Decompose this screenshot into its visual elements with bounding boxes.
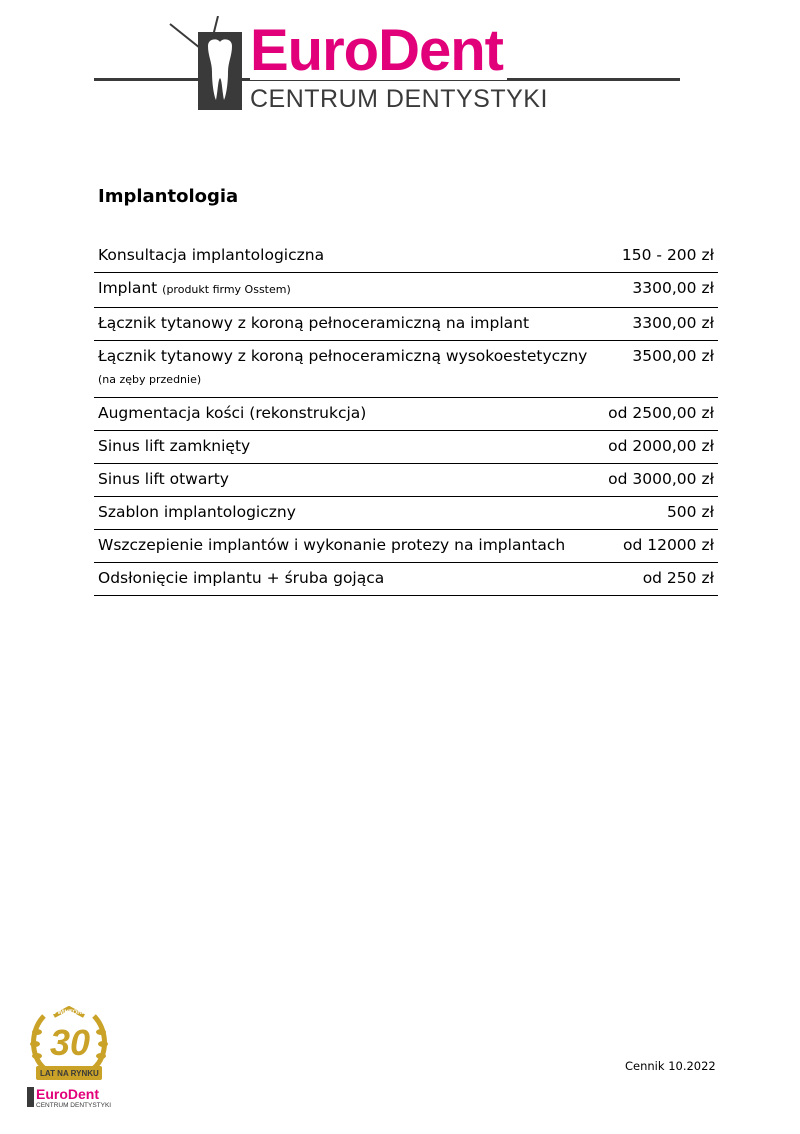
service-price: od 2000,00 zł <box>604 431 718 464</box>
service-price: od 2500,00 zł <box>604 398 718 431</box>
logo-subtitle-text: CENTRUM DENTYSTYKI <box>250 85 548 113</box>
price-row <box>94 431 718 464</box>
service-cell <box>94 240 604 273</box>
price-row <box>94 240 718 273</box>
service-price: 500 zł <box>604 497 718 530</box>
service-cell <box>94 308 604 341</box>
price-row <box>94 464 718 497</box>
service-name: Implant <box>98 279 158 297</box>
service-cell <box>94 497 604 530</box>
service-name: Augmentacja kości (rekonstrukcja) <box>98 404 367 422</box>
badge-top-text: Z WIKTORIĄ <box>52 1010 88 1016</box>
service-price: 150 - 200 zł <box>604 240 718 273</box>
price-list-body <box>94 240 718 596</box>
service-price: od 12000 zł <box>604 530 718 563</box>
service-name: Konsultacja implantologiczna <box>98 246 325 264</box>
service-name: Sinus lift zamknięty <box>98 437 251 455</box>
badge-tooth-icon <box>27 1087 34 1107</box>
service-name: Wszczepienie implantów i wykonanie protezy na implantach <box>98 536 566 554</box>
logo-brand-text: EuroDent <box>250 22 507 80</box>
badge-ribbon-text: LAT NA RYNKU <box>40 1069 99 1078</box>
service-note: (produkt firmy Osstem) <box>162 283 291 296</box>
service-name: Sinus lift otwarty <box>98 470 229 488</box>
tooth-icon <box>168 16 248 112</box>
badge-brand-text: EuroDent <box>36 1086 99 1102</box>
service-cell <box>94 341 604 398</box>
price-row <box>94 530 718 563</box>
price-row <box>94 497 718 530</box>
service-cell <box>94 563 604 596</box>
service-name: Szablon implantologiczny <box>98 503 296 521</box>
service-name: Łącznik tytanowy z koroną pełnoceramiczną na implant <box>98 314 530 332</box>
eurodent-logo <box>0 0 800 130</box>
price-list-table <box>94 240 718 596</box>
price-row <box>94 308 718 341</box>
service-price: od 250 zł <box>604 563 718 596</box>
service-cell <box>94 398 604 431</box>
price-list-date: Cennik 10.2022 <box>625 1059 716 1073</box>
section-title: Implantologia <box>98 186 239 207</box>
service-note: (na zęby przednie) <box>98 373 202 386</box>
price-row <box>94 273 718 308</box>
badge-subtitle-text: CENTRUM DENTYSTYKI <box>36 1102 112 1109</box>
service-price: 3300,00 zł <box>604 308 718 341</box>
price-row <box>94 563 718 596</box>
service-cell <box>94 530 604 563</box>
service-name: Odsłonięcie implantu + śruba gojąca <box>98 569 385 587</box>
service-cell <box>94 464 604 497</box>
service-name: Łącznik tytanowy z koroną pełnoceramiczną wysokoestetyczny <box>98 347 588 365</box>
service-cell <box>94 431 604 464</box>
badge-number: 30 <box>50 1022 91 1063</box>
service-price: 3300,00 zł <box>604 273 718 308</box>
price-row <box>94 341 718 398</box>
service-cell <box>94 273 604 308</box>
service-price: od 3000,00 zł <box>604 464 718 497</box>
anniversary-badge <box>24 1006 114 1112</box>
service-price: 3500,00 zł <box>604 341 718 398</box>
price-row <box>94 398 718 431</box>
